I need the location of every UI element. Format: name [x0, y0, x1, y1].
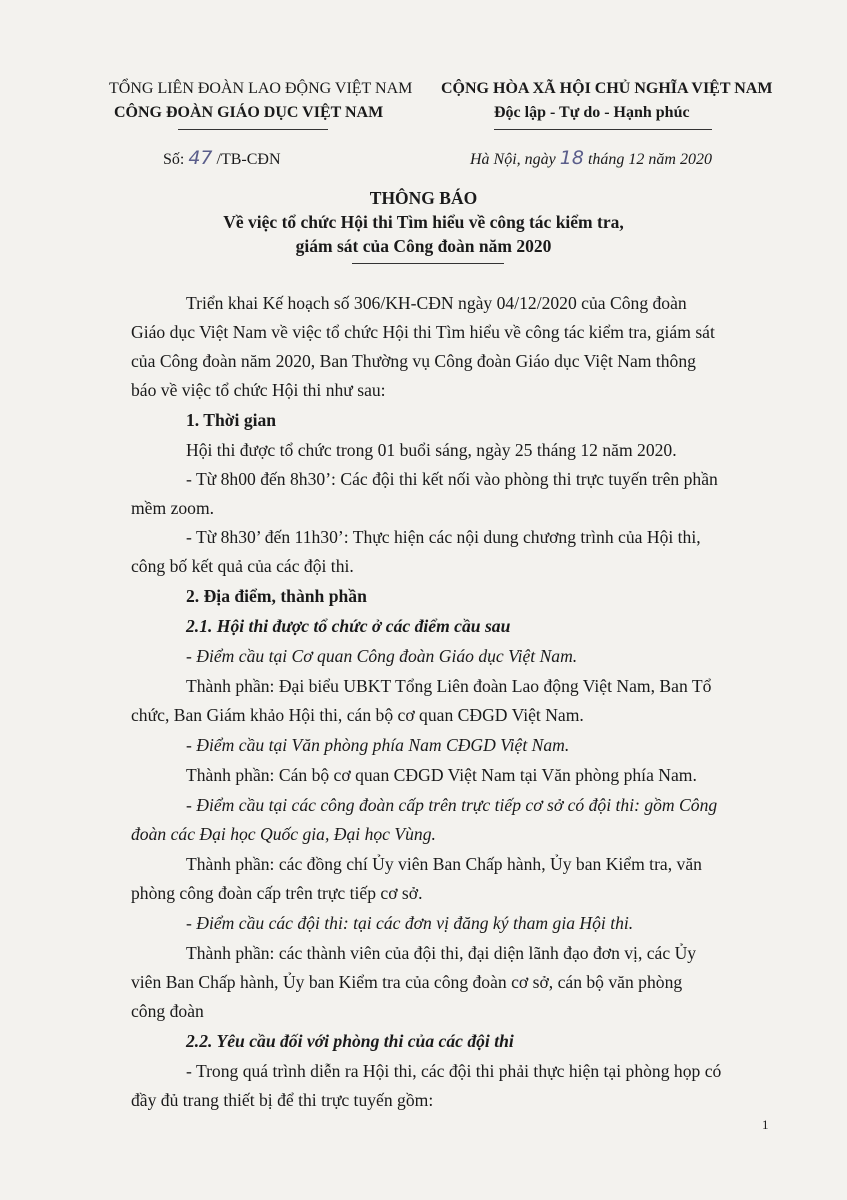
- date-suffix: tháng 12 năm 2020: [587, 151, 712, 168]
- nation-line-2: Độc lập - Tự do - Hạnh phúc: [494, 104, 690, 121]
- s1-paragraph-2a: - Từ 8h00 đến 8h30’: Các đội thi kết nối vào phòng thi trực tuyến trên phần: [186, 469, 718, 489]
- title-underline: [352, 263, 504, 264]
- doc-number-handwritten: 47: [188, 147, 213, 169]
- doc-title: THÔNG BÁO: [369, 188, 478, 208]
- point-c-title-1: - Điểm cầu tại các công đoàn cấp trên trực tiếp cơ sở có đội thi: gồm Công: [186, 795, 718, 815]
- point-c-members-2: phòng công đoàn cấp trên trực tiếp cơ sở.: [131, 883, 423, 903]
- point-c-title-2: đoàn các Đại học Quốc gia, Đại học Vùng.: [131, 824, 436, 844]
- point-b-members: Thành phần: Cán bộ cơ quan CĐGD Việt Nam tại Văn phòng phía Nam.: [186, 765, 697, 785]
- section-1-heading: 1. Thời gian: [186, 410, 277, 430]
- point-a-members-2: chức, Ban Giám khảo Hội thi, cán bộ cơ quan CĐGD Việt Nam.: [131, 705, 584, 725]
- intro-line-2: Giáo dục Việt Nam về việc tổ chức Hội thi Tìm hiểu về công tác kiểm tra, giám sát: [131, 322, 715, 342]
- doc-number-suffix: /TB-CĐN: [216, 151, 281, 168]
- nation-line-1: CỘNG HÒA XÃ HỘI CHỦ NGHĨA VIỆT NAM: [441, 80, 773, 97]
- section-2-heading: 2. Địa điểm, thành phần: [186, 586, 367, 606]
- s1-paragraph-3a: - Từ 8h30’ đến 11h30’: Thực hiện các nội dung chương trình của Hội thi,: [186, 527, 701, 547]
- intro-line-4: báo về việc tổ chức Hội thi như sau:: [131, 380, 386, 400]
- s22-paragraph-1a: - Trong quá trình diễn ra Hội thi, các đội thi phải thực hiện tại phòng họp có: [186, 1061, 722, 1081]
- section-2-2-heading: 2.2. Yêu cầu đối với phòng thi của các đội thi: [186, 1031, 514, 1051]
- date-prefix: Hà Nội, ngày: [470, 151, 556, 168]
- point-d-members-1: Thành phần: các thành viên của đội thi, đại diện lãnh đạo đơn vị, các Ủy: [186, 943, 697, 963]
- point-d-members-2: viên Ban Chấp hành, Ủy ban Kiểm tra của công đoàn cơ sở, cán bộ văn phòng: [131, 972, 683, 992]
- point-b-title: - Điểm cầu tại Văn phòng phía Nam CĐGD Việt Nam.: [186, 735, 570, 755]
- s1-paragraph-3b: công bố kết quả của các đội thi.: [131, 556, 354, 576]
- doc-date: [470, 147, 712, 169]
- org-underline: [178, 129, 328, 130]
- intro-line-1: Triển khai Kế hoạch số 306/KH-CĐN ngày 04/12/2020 của Công đoàn: [186, 293, 687, 313]
- intro-line-3: của Công đoàn năm 2020, Ban Thường vụ Công đoàn Giáo dục Việt Nam thông: [131, 351, 696, 371]
- point-a-members-1: Thành phần: Đại biểu UBKT Tổng Liên đoàn Lao động Việt Nam, Ban Tổ: [186, 676, 712, 696]
- s22-paragraph-1b: đầy đủ trang thiết bị để thi trực tuyến gồm:: [131, 1090, 434, 1110]
- s1-paragraph-2b: mềm zoom.: [131, 498, 215, 518]
- org-line-1: TỔNG LIÊN ĐOÀN LAO ĐỘNG VIỆT NAM: [109, 80, 413, 97]
- s1-paragraph-1: Hội thi được tổ chức trong 01 buổi sáng, ngày 25 tháng 12 năm 2020.: [186, 440, 677, 460]
- doc-subtitle-2: giám sát của Công đoàn năm 2020: [295, 236, 552, 256]
- org-line-2: CÔNG ĐOÀN GIÁO DỤC VIỆT NAM: [114, 104, 384, 121]
- page-number: 1: [762, 1117, 769, 1132]
- point-d-title: - Điểm cầu các đội thi: tại các đơn vị đăng ký tham gia Hội thi.: [186, 913, 634, 933]
- doc-number: [163, 147, 281, 169]
- nation-underline: [494, 129, 712, 130]
- date-day-handwritten: 18: [559, 147, 584, 169]
- doc-subtitle-1: Về việc tổ chức Hội thi Tìm hiểu về công tác kiểm tra,: [223, 212, 624, 232]
- section-2-1-heading: 2.1. Hội thi được tổ chức ở các điểm cầu sau: [186, 616, 511, 636]
- point-d-members-3: công đoàn: [131, 1001, 204, 1021]
- point-a-title: - Điểm cầu tại Cơ quan Công đoàn Giáo dục Việt Nam.: [186, 646, 578, 666]
- doc-number-prefix: Số:: [163, 151, 185, 168]
- point-c-members-1: Thành phần: các đồng chí Ủy viên Ban Chấp hành, Ủy ban Kiểm tra, văn: [186, 854, 702, 874]
